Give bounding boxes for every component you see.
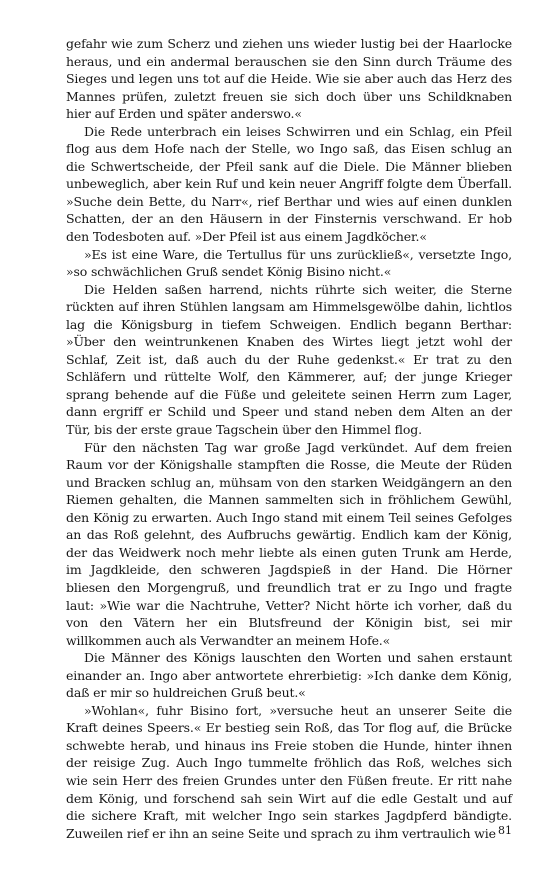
paragraph: »Es ist eine Ware, die Tertullus für uns zurückließ«, versetzte Ingo, »so schwächlichen Gruß sendet König Bisino nicht.« <box>66 246 512 280</box>
paragraph: Für den nächsten Tag war große Jagd verkündet. Auf dem freien Raum vor der Königshalle stampften die Rosse, die Meute der Rüden und Bracken schlug an, mühsam von den starken Weidgängern an den Riemen gehalten, die Mannen sammelten sich in fröhlichem Gewühl, den König zu erwarten. Auch Ingo stand mit einem Teil seines Gefolges an das Roß gelehnt, des Aufbruchs gewärtig. Endlich kam der König, der das Weidwerk noch mehr liebte als einen guten Trunk am Herde, im Jagdkleide, den schweren Jagdspieß in der Hand. Die Hörner bliesen den Morgengruß, und freundlich trat er zu Ingo und fragte laut: »Wie war die Nachtruhe, Vetter? Nicht hörte ich vorher, daß du von den Vätern her ein Blutsfreund der Königin bist, sei mir willkommen auch als Verwandter an meinem Hofe.« <box>66 439 512 648</box>
paragraph-continuation: gefahr wie zum Scherz und ziehen uns wieder lustig bei der Haarlocke heraus, und ein andermal berauschen sie den Sinn durch Träume des Sieges und legen uns tot auf die Heide. Wie sie aber auch das Herz des Mannes prüfen, zuletzt freuen sie sich doch über uns Schildknaben hier auf Erden und später anderswo.« <box>66 36 512 122</box>
page-number: 81 <box>498 824 512 837</box>
paragraph: Die Männer des Königs lauschten den Worten und sahen erstaunt einander an. Ingo aber antwortete ehrerbietig: »Ich danke dem König, daß er mir so huldreichen Gruß beut.« <box>66 650 512 701</box>
body-text <box>66 35 512 842</box>
paragraph: Die Rede unterbrach ein leises Schwirren und ein Schlag, ein Pfeil flog aus dem Hofe nach der Stelle, wo Ingo saß, das Eisen schlug an die Schwertscheide, der Pfeil sank auf die Diele. Die Männer blieben unbeweglich, aber kein Ruf und kein neuer Angriff folgte dem Überfall. »Suche dein Bette, du Narr«, rief Berthar und wies auf einen dunklen Schatten, der an den Häusern in der Finsternis verschwand. Er hob den Todesboten auf. »Der Pfeil ist aus einem Jagdköcher.« <box>66 123 512 245</box>
paragraph: »Wohlan«, fuhr Bisino fort, »versuche heut an unserer Seite die Kraft deines Speers.« Er bestieg sein Roß, das Tor flog auf, die Brücke schwebte herab, und hinaus ins Freie stoben die Hunde, hinter ihnen der reisige Zug. Auch Ingo tummelte fröhlich das Roß, welches sich wie sein Herr des freien Grundes unter den Füßen freute. Er ritt nahe dem König, und forschend sah sein Wirt auf die edle Gestalt und auf die sichere Kraft, mit welcher Ingo sein starkes Jagdpferd bändigte. Zuweilen rief er ihn an seine Seite und sprach zu ihm vertraulich wie <box>66 702 512 841</box>
paragraph: Die Helden saßen harrend, nichts rührte sich weiter, die Sterne rückten auf ihren Stühlen langsam am Himmelsgewölbe dahin, lichtlos lag die Königsburg in tiefem Schweigen. Endlich begann Berthar: »Über den weintrunkenen Knaben des Wirtes liegt jetzt wohl der Schlaf, Zeit ist, daß auch du der Ruhe gedenkst.« Er trat zu den Schläfern und rüttelte Wolf, den Kämmerer, auf; der junge Krieger sprang behende auf die Füße und geleitete seinen Herrn zum Lager, dann ergriff er Schild und Speer und stand neben dem Alten an der Tür, bis der erste graue Tagschein über den Himmel flog. <box>66 281 512 438</box>
